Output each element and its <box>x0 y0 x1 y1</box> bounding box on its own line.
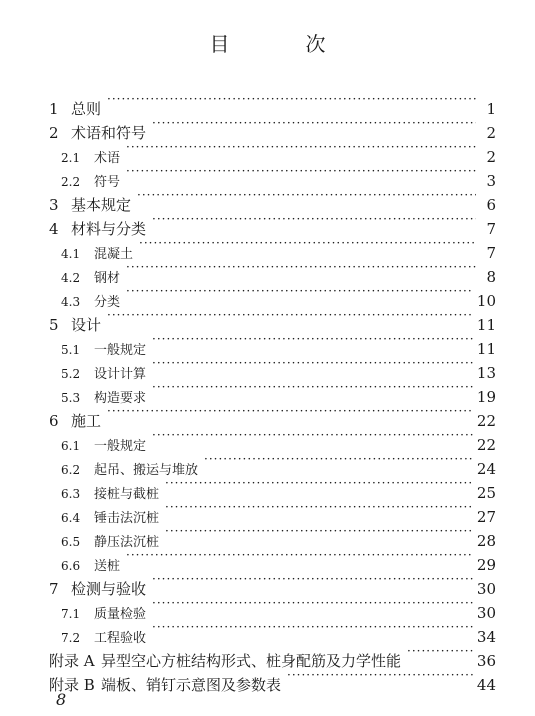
toc-entry-label: 构造要求 <box>94 391 147 406</box>
toc-entry-label: 术语和符号 <box>71 124 147 142</box>
toc-entry-page: 22 <box>476 412 496 430</box>
toc-entry-number: 7.2 <box>61 631 81 645</box>
toc-entry-label: 混凝土 <box>94 247 134 262</box>
toc-entry-label: 起吊、搬运与堆放 <box>94 463 199 478</box>
toc-entry-page: 2 <box>486 124 496 142</box>
dot-leader <box>165 522 473 546</box>
toc-entry-number: 6.2 <box>61 463 81 477</box>
dot-leader <box>287 666 473 690</box>
dot-leader <box>152 426 473 450</box>
toc-entry-label: 一般规定 <box>94 343 147 358</box>
toc-entry-label: 工程验收 <box>94 631 147 646</box>
toc-entry-page: 7 <box>486 220 496 238</box>
dot-leader <box>152 594 473 618</box>
dot-leader <box>126 138 476 162</box>
toc-entry-number: 附录 B <box>49 676 95 694</box>
toc-entry-label: 材料与分类 <box>71 220 147 238</box>
toc-entry <box>49 426 496 454</box>
toc-entry-number: 1 <box>49 100 59 118</box>
toc-entry <box>49 114 496 142</box>
toc-entry-page: 1 <box>486 100 496 118</box>
dot-leader <box>152 618 473 642</box>
toc-entry-number: 6.4 <box>61 511 81 525</box>
table-of-contents <box>49 90 496 694</box>
toc-entry-number: 4 <box>49 220 59 238</box>
toc-entry-label: 总则 <box>71 100 102 118</box>
toc-entry <box>49 306 496 334</box>
toc-entry-number: 2 <box>49 124 59 142</box>
toc-entry-number: 7 <box>49 580 59 598</box>
dot-leader <box>204 450 473 474</box>
toc-entry-page: 29 <box>476 556 496 574</box>
page-title: 目 次 <box>209 32 354 56</box>
toc-entry-page: 27 <box>476 508 496 526</box>
toc-entry-page: 34 <box>476 628 496 646</box>
toc-entry-number: 4.2 <box>61 271 81 285</box>
toc-entry-label: 基本规定 <box>71 196 132 214</box>
toc-entry-label: 术语 <box>94 151 121 166</box>
toc-entry-page: 2 <box>486 148 496 166</box>
toc-entry-page: 8 <box>486 268 496 286</box>
toc-entry-page: 7 <box>486 244 496 262</box>
toc-entry-number: 6 <box>49 412 59 430</box>
dot-leader <box>152 354 473 378</box>
dot-leader <box>139 234 476 258</box>
toc-entry-page: 28 <box>476 532 496 550</box>
toc-entry-label: 分类 <box>94 295 121 310</box>
dot-leader <box>126 162 476 186</box>
toc-entry-label: 钢材 <box>94 271 121 286</box>
toc-entry-page: 19 <box>476 388 496 406</box>
toc-entry-number: 5.3 <box>61 391 81 405</box>
dot-leader <box>126 282 473 306</box>
dot-leader <box>152 330 473 354</box>
toc-entry-page: 30 <box>476 580 496 598</box>
toc-entry-number: 6.5 <box>61 535 81 549</box>
toc-entry <box>49 330 496 358</box>
toc-entry-number: 3 <box>49 196 59 214</box>
toc-entry-label: 接桩与截桩 <box>94 487 160 502</box>
dot-leader <box>107 90 476 114</box>
dot-leader <box>152 210 476 234</box>
toc-entry-label: 设计计算 <box>94 367 147 382</box>
toc-entry-label: 一般规定 <box>94 439 147 454</box>
toc-entry-page: 25 <box>476 484 496 502</box>
toc-entry-number: 6.3 <box>61 487 81 501</box>
toc-entry-number: 5.1 <box>61 343 81 357</box>
dot-leader <box>107 306 473 330</box>
dot-leader <box>137 186 476 210</box>
toc-entry-number: 7.1 <box>61 607 81 621</box>
toc-entry-label: 送桩 <box>94 559 121 574</box>
toc-entry-page: 22 <box>476 436 496 454</box>
toc-entry <box>49 402 496 430</box>
toc-entry-label: 静压法沉桩 <box>94 535 160 550</box>
toc-entry-page: 10 <box>476 292 496 310</box>
toc-entry-number: 附录 A <box>49 652 95 670</box>
toc-entry-page: 11 <box>476 340 496 358</box>
dot-leader <box>152 570 473 594</box>
toc-entry-page: 30 <box>476 604 496 622</box>
toc-entry-number: 4.3 <box>61 295 81 309</box>
toc-entry-page: 11 <box>476 316 496 334</box>
page-number: 8 <box>56 690 67 709</box>
dot-leader <box>165 498 473 522</box>
dot-leader <box>126 546 473 570</box>
toc-entry-label: 质量检验 <box>94 607 147 622</box>
toc-entry-page: 3 <box>486 172 496 190</box>
toc-entry-label: 符号 <box>94 175 121 190</box>
dot-leader <box>107 402 473 426</box>
toc-entry-page: 24 <box>476 460 496 478</box>
toc-entry-number: 2.1 <box>61 151 81 165</box>
toc-entry-label: 异型空心方桩结构形式、桩身配筋及力学性能 <box>101 652 402 670</box>
toc-entry-number: 4.1 <box>61 247 81 261</box>
toc-entry-page: 6 <box>486 196 496 214</box>
toc-entry-number: 5 <box>49 316 59 334</box>
dot-leader <box>165 474 473 498</box>
dot-leader <box>407 642 473 666</box>
toc-entry-label: 施工 <box>71 412 102 430</box>
dot-leader <box>152 114 476 138</box>
toc-entry-number: 2.2 <box>61 175 81 189</box>
toc-entry-number: 5.2 <box>61 367 81 381</box>
toc-entry-number: 6.6 <box>61 559 81 573</box>
toc-entry-label: 端板、销钉示意图及参数表 <box>101 676 282 694</box>
toc-entry <box>49 90 496 118</box>
toc-entry-page: 13 <box>476 364 496 382</box>
toc-entry-page: 44 <box>476 676 496 694</box>
toc-entry-label: 锤击法沉桩 <box>94 511 160 526</box>
toc-entry-label: 设计 <box>71 316 102 334</box>
dot-leader <box>152 378 473 402</box>
toc-entry-page: 36 <box>476 652 496 670</box>
dot-leader <box>126 258 476 282</box>
toc-entry-number: 6.1 <box>61 439 81 453</box>
toc-entry-label: 检测与验收 <box>71 580 147 598</box>
